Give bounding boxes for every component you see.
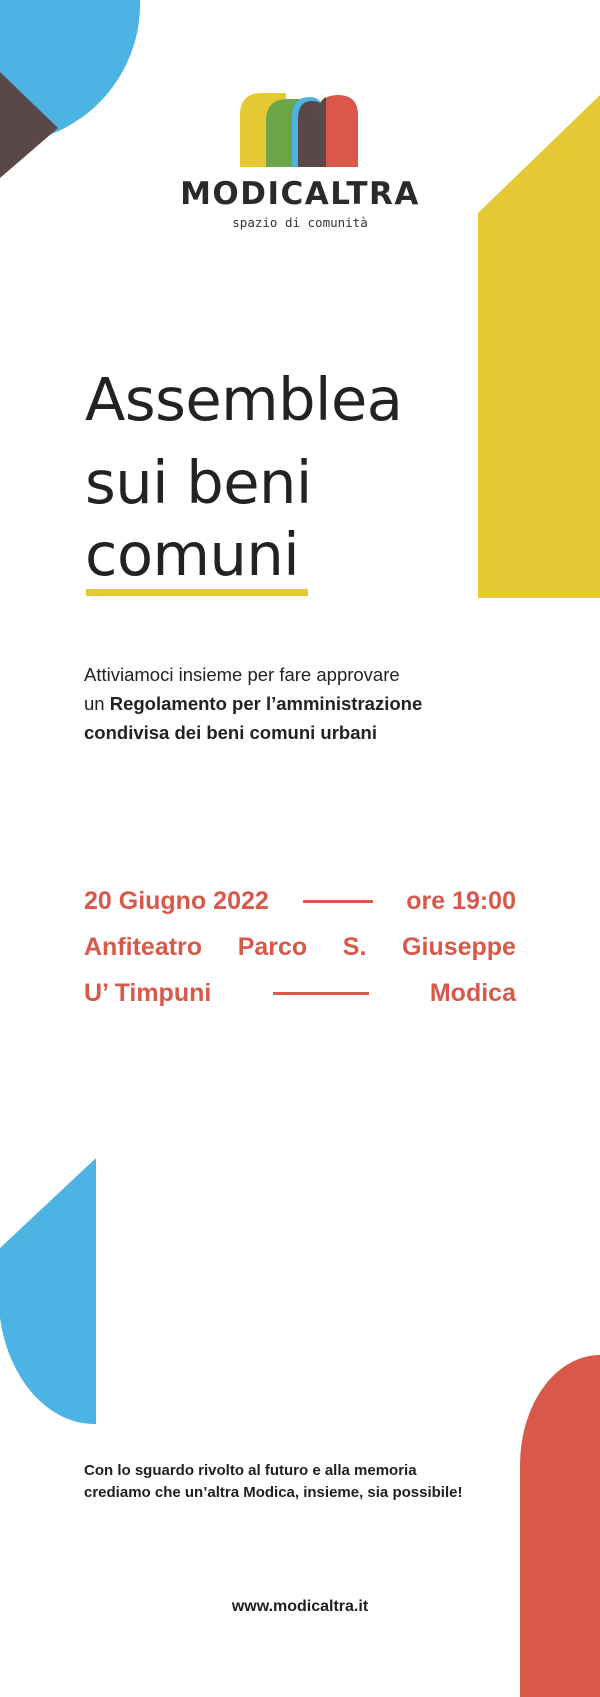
title-line-3: comuni (85, 520, 300, 589)
event-place: U’ Timpuni (84, 978, 212, 1007)
intro-paragraph (84, 660, 544, 747)
venue-word: S. (342, 932, 367, 961)
title-line-2: sui beni (85, 448, 312, 517)
logo-wordmark: MODICALTRA (180, 176, 420, 212)
closing-line-2: crediamo che un’altra Modica, insieme, sia possibile! (84, 1484, 463, 1501)
event-venue-line (84, 929, 516, 965)
intro-bold-2: condivisa dei beni comuni urbani (84, 722, 377, 743)
closing-statement (84, 1460, 544, 1504)
intro-bold-1: Regolamento per l’amministrazione (109, 693, 423, 714)
title-line-1: Assemblea (85, 365, 403, 434)
decorative-yellow-shape (478, 95, 600, 598)
decorative-red-shape (520, 1355, 600, 1697)
event-place-line (84, 975, 516, 1011)
website-link[interactable]: www.modicaltra.it (231, 1598, 369, 1615)
intro-text-1: Attiviamoci insieme per fare approvare (84, 664, 400, 685)
decorative-blue-shape (0, 1158, 96, 1424)
modicaltra-logo-mark-icon (240, 93, 358, 167)
venue-word: Giuseppe (402, 932, 516, 961)
intro-text-2: un (84, 693, 110, 714)
logo-tagline: spazio di comunità (232, 215, 368, 230)
venue-word: Anfiteatro (84, 932, 203, 961)
event-time: ore 19:00 (406, 886, 516, 915)
separator-dash (303, 900, 373, 903)
event-city: Modica (429, 978, 516, 1007)
event-date-line (84, 883, 516, 919)
event-date: 20 Giugno 2022 (84, 886, 269, 915)
decorative-corner-shape (0, 0, 150, 180)
title-underline (86, 589, 308, 596)
separator-dash (273, 992, 369, 995)
closing-line-1: Con lo sguardo rivolto al futuro e alla memoria (84, 1462, 417, 1479)
venue-word: Parco (237, 932, 308, 961)
